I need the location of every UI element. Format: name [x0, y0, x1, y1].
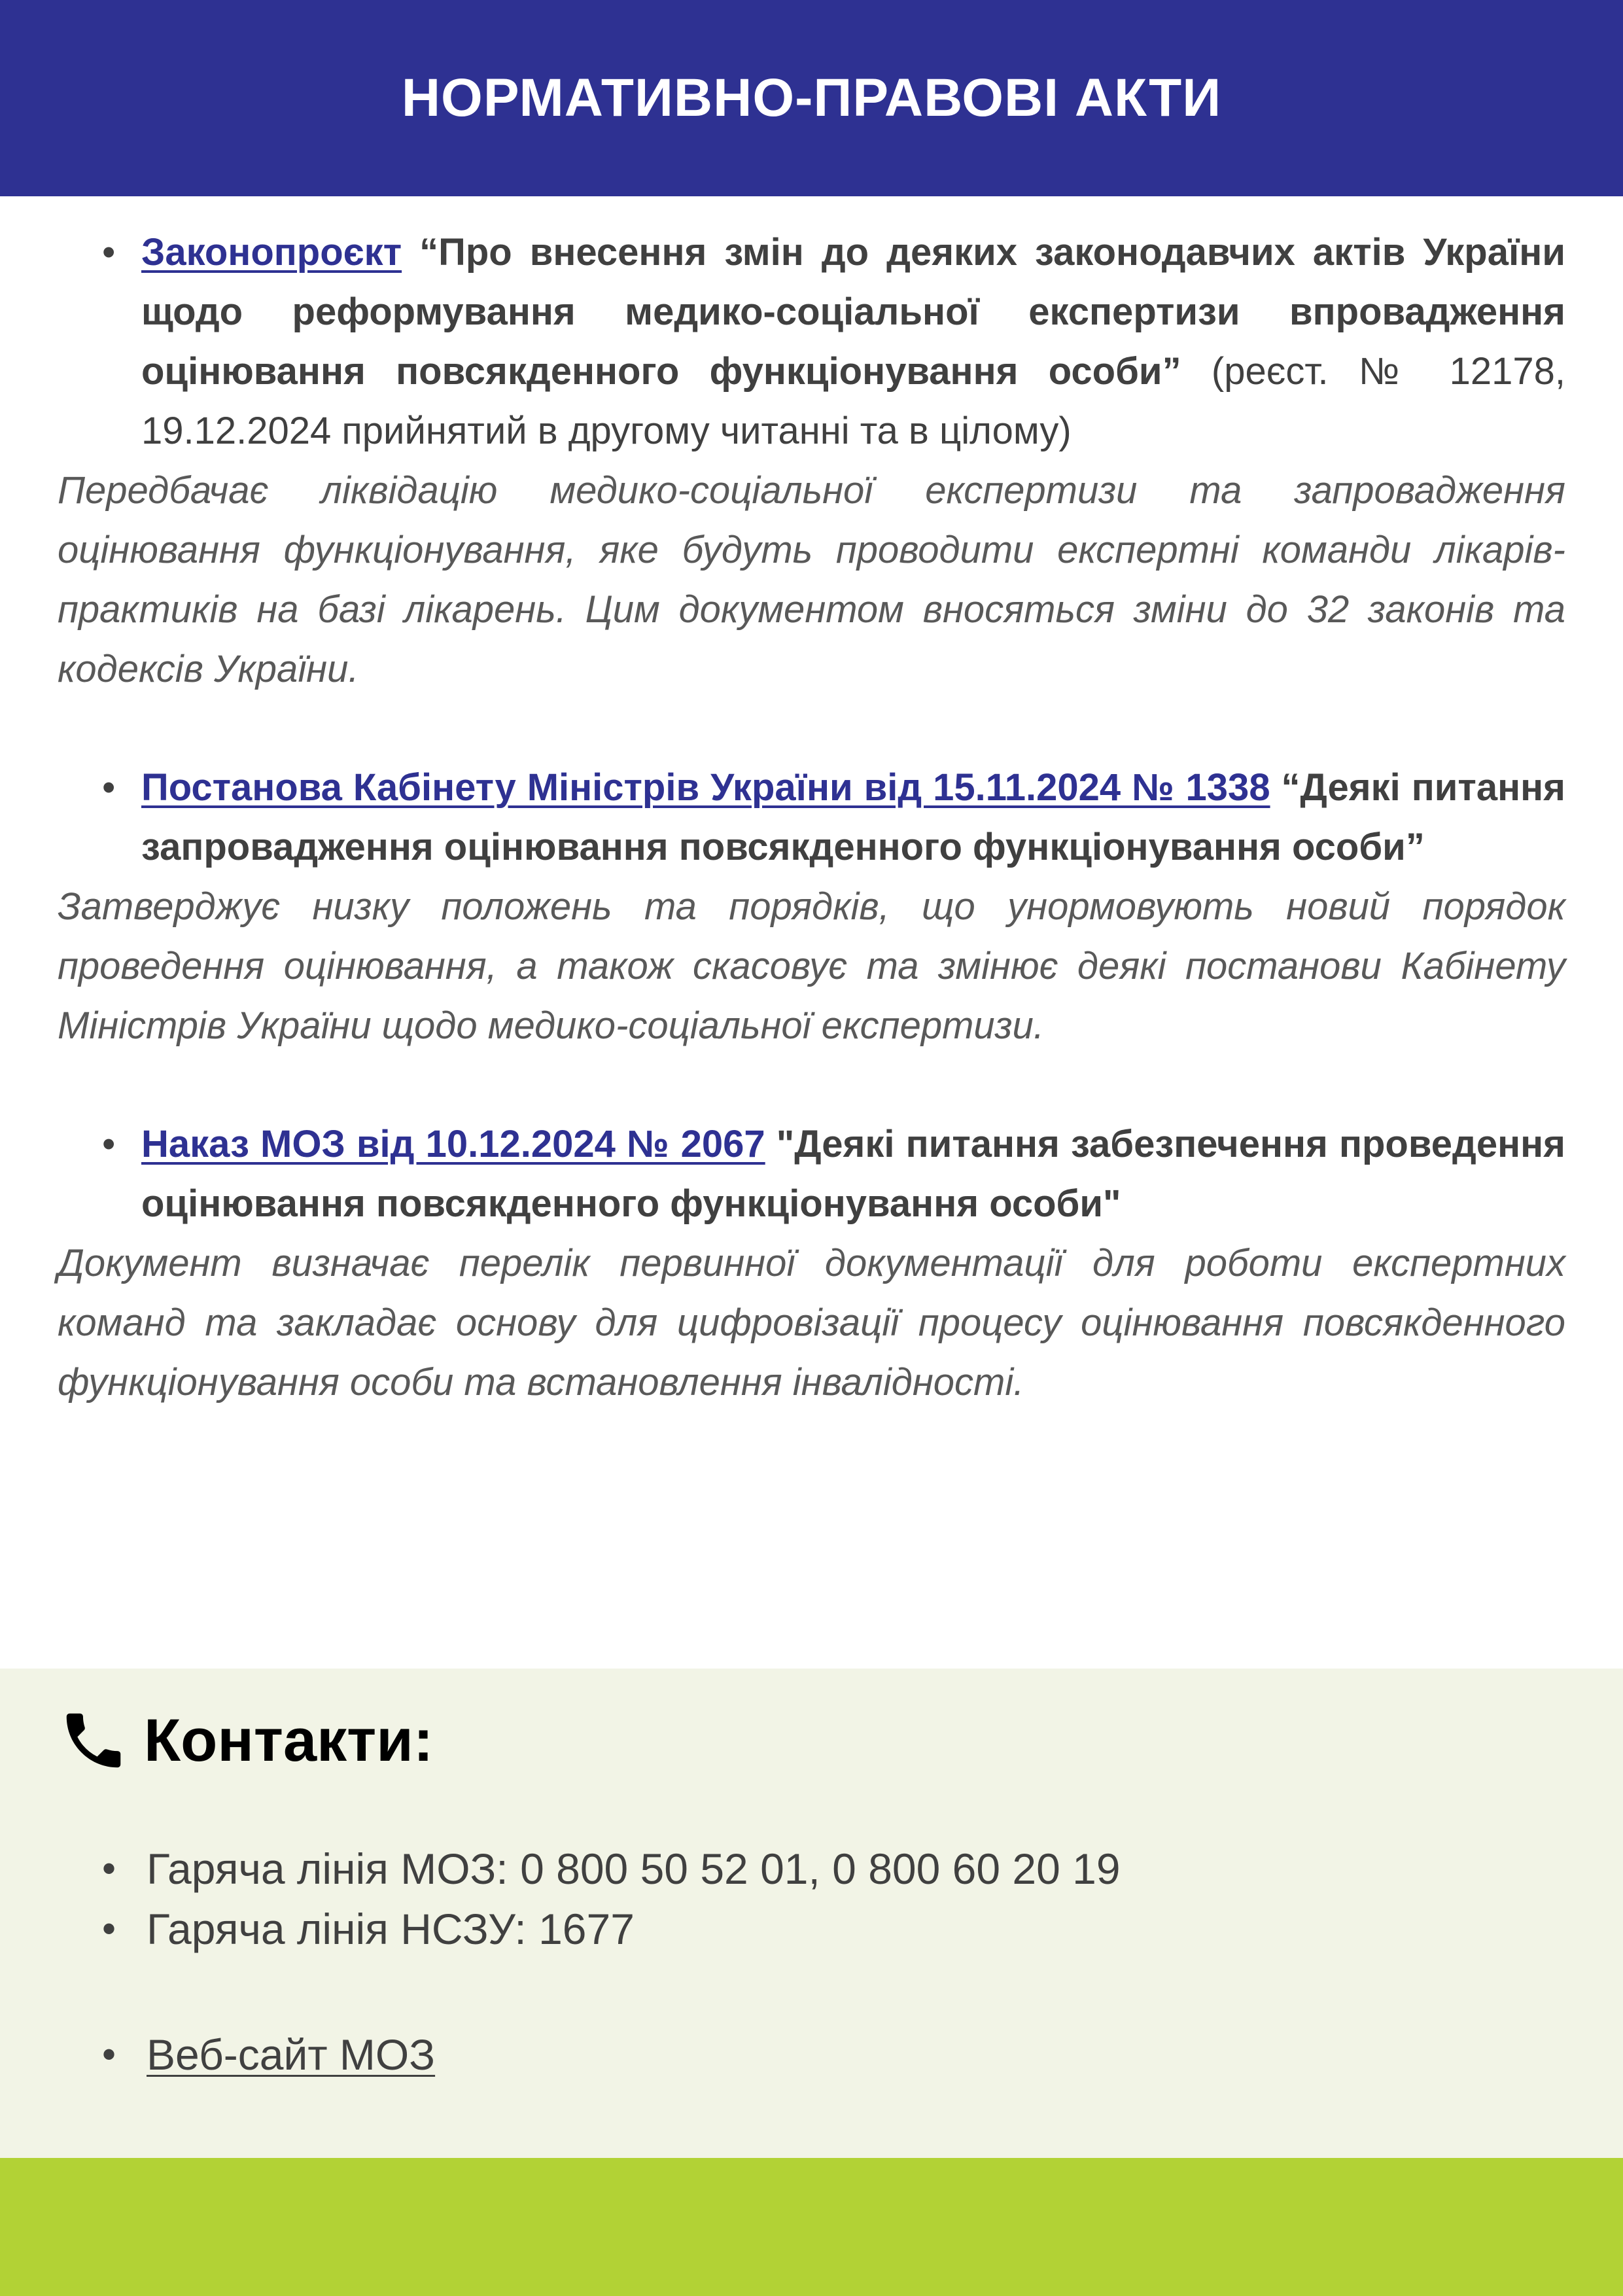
legal-acts-list — [58, 222, 1565, 1471]
act-link-draft-law[interactable]: Законопроєкт — [141, 231, 402, 274]
list-item — [58, 1114, 1565, 1233]
contacts-title: Контакти: — [144, 1706, 434, 1774]
legal-act — [58, 222, 1565, 699]
website-link[interactable]: Веб-сайт МОЗ — [147, 2030, 436, 2079]
footer-bar — [0, 2158, 1623, 2296]
hotline-nszu-text: Гаряча лінія НСЗУ: 1677 — [147, 1905, 635, 1953]
page-header — [0, 0, 1623, 196]
list-item — [58, 222, 1565, 461]
act-title: “Деякі питання запровадження оцінювання повсякденного функціонування особи” — [141, 766, 1565, 868]
legal-act — [58, 1114, 1565, 1412]
contacts-section — [0, 1669, 1623, 2158]
act-registration: (реєст. № 12178, 19.12.2024 прийнятий в другому читанні та в цілому) — [141, 350, 1565, 452]
act-link-moh-order[interactable]: Наказ МОЗ від 10.12.2024 № 2067 — [141, 1123, 765, 1165]
hotline-moh-text: Гаряча лінія МОЗ: 0 800 50 52 01, 0 800 60 20 19 — [147, 1845, 1121, 1893]
contact-list — [58, 1839, 1562, 2085]
bullet: • — [102, 766, 116, 809]
act-title: “Про внесення змін до деяких законодавчих актів України щодо реформування медико-соціальної експертизи впровадження оцінювання повсякденного функціонування особи” — [141, 231, 1565, 393]
phone-icon — [58, 1704, 130, 1776]
legal-act — [58, 758, 1565, 1055]
act-description: Документ визначає перелік первинної документації для роботи експертних команд та закладає основу для цифровізації процесу оцінювання повсякденного функціонування особи та встановлення інвалідності. — [58, 1242, 1565, 1404]
bullet: • — [102, 1846, 116, 1890]
act-title: "Деякі питання забезпечення проведення оцінювання повсякденного функціонування особи" — [141, 1123, 1565, 1225]
act-description: Затверджує низку положень та порядків, що унормовують новий порядок проведення оцінювання, а також скасовує та змінює деякі постанови Кабінету Міністрів України щодо медико-соціальної експертизи. — [58, 885, 1565, 1047]
bullet: • — [102, 1123, 116, 1165]
hotline-nszu — [58, 1899, 1562, 1959]
list-item — [58, 758, 1565, 877]
bullet: • — [102, 2032, 116, 2076]
contacts-heading — [58, 1704, 433, 1776]
bullet: • — [102, 1907, 116, 1951]
page-title: НОРМАТИВНО-ПРАВОВІ АКТИ — [401, 68, 1222, 128]
hotline-moh — [58, 1839, 1562, 1899]
bullet: • — [102, 231, 116, 274]
act-description: Передбачає ліквідацію медико-соціальної експертизи та запровадження оцінювання функціонування, яке будуть проводити експертні команди лікарів-практиків на базі лікарень. Цим документом вносяться зміни до 32 законів та кодексів України. — [58, 469, 1565, 690]
act-link-cabinet-resolution[interactable]: Постанова Кабінету Міністрів України від 15.11.2024 № 1338 — [141, 766, 1270, 809]
website-item — [58, 2024, 1562, 2085]
